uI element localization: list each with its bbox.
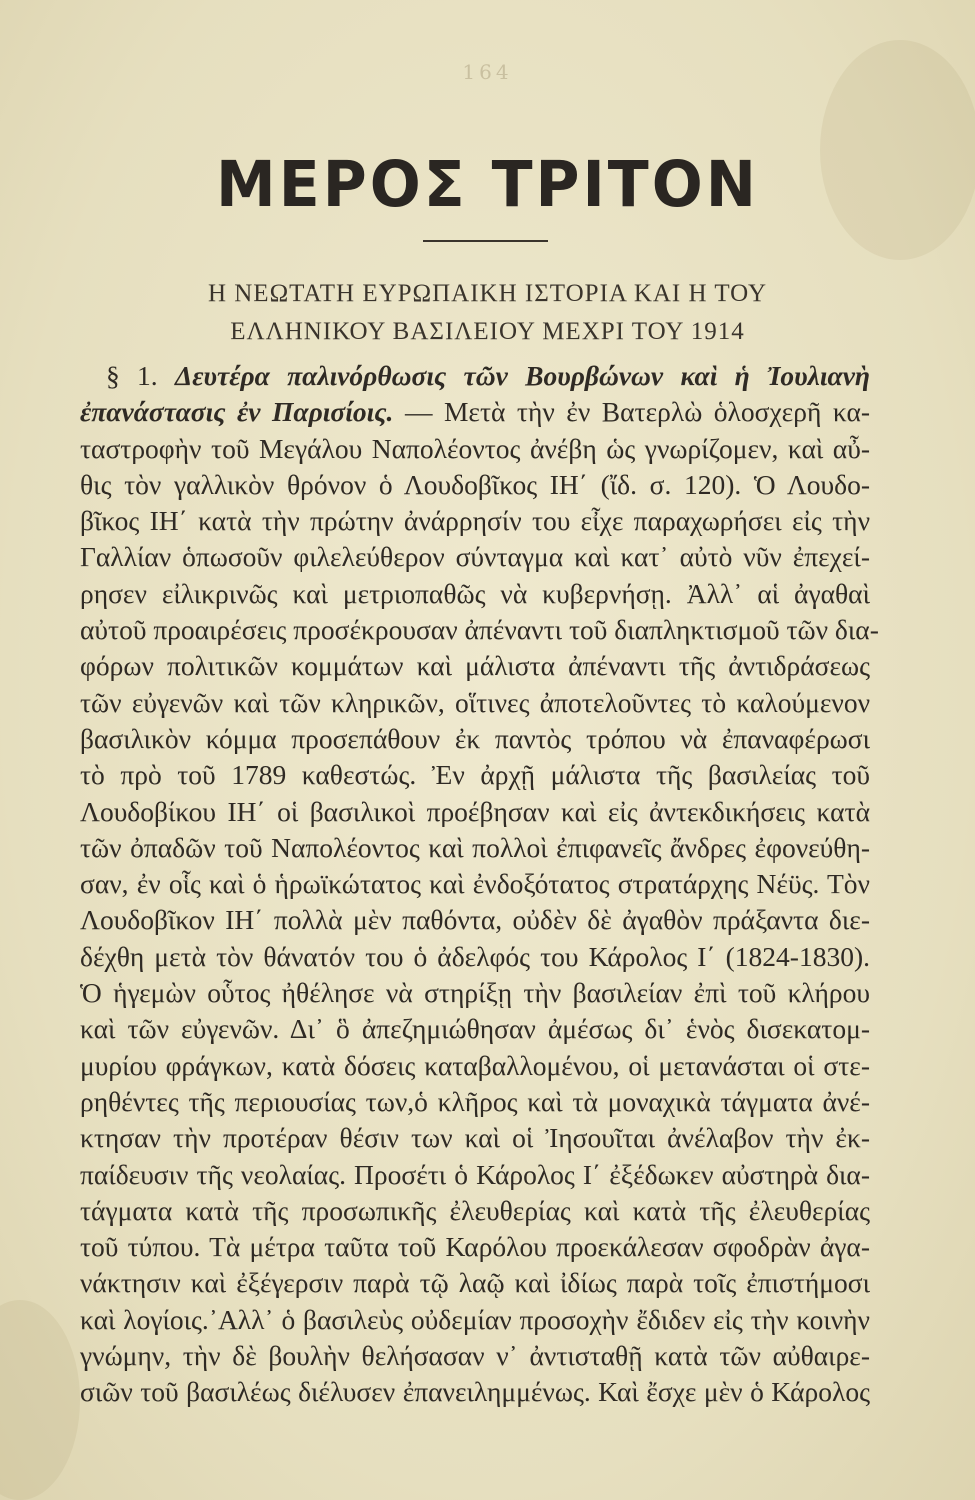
text-line: ρησεν εἰλικρινῶς καὶ μετριοπαθῶς νὰ κυβερνήσῃ. Ἀλλ᾽ αἱ ἀγαθαὶ (80, 577, 870, 609)
text-line: καὶ τῶν εὐγενῶν. Δι᾽ ὃ ἀπεζημιώθησαν ἀμέσως δι᾽ ἑνὸς δισεκατομ- (80, 1013, 870, 1045)
text-line: ταστροφὴν τοῦ Μεγάλου Ναπολέοντος ἀνέβη ὡς γνωρίζομεν, καὶ αὖ- (80, 432, 870, 464)
text-line: Λουδοβῖκον ΙΗ΄ πολλὰ μὲν παθόντα, οὐδὲν δὲ ἀγαθὸν πράξαντα διε- (80, 904, 870, 936)
section-heading-line (80, 358, 870, 394)
text-line: τοῦ τύπου. Τὰ μέτρα ταῦτα τοῦ Καρόλου προεκάλεσαν σφοδρὰν ἀγα- (80, 1231, 870, 1263)
text-line: παίδευσιν τῆς νεολαίας. Προσέτι ὁ Κάρολος Ι΄ ἐξέδωκεν αὐστηρὰ δια- (80, 1158, 870, 1190)
chapter-subtitle-line-2: ΕΛΛΗΝΙΚΟΥ ΒΑΣΙΛΕΙΟΥ ΜΕΧΡΙ ΤΟΥ 1914 (230, 318, 745, 345)
text-line: Γαλλίαν ὁπωσοῦν φιλελεύθερον σύνταγμα καὶ κατ᾽ αὐτὸ νῦν ἐπεχεί- (80, 541, 870, 573)
text-line: σαν, ἐν οἷς καὶ ὁ ἡρωϊκώτατος καὶ ἐνδοξότατος στρατάρχης Νέϋς. Τὸν (80, 868, 870, 900)
text-line: τὸ πρὸ τοῦ 1789 καθεστώς. Ἐν ἀρχῇ μάλιστα τῆς βασιλείας τοῦ (80, 759, 870, 791)
text-line: δέχθη μετὰ τὸν θάνατόν του ὁ ἀδελφός του Κάρολος Ι΄ (1824-1830). (80, 940, 870, 972)
text-line: γνώμην, τὴν δὲ βουλὴν θελήσασαν ν᾽ ἀντισταθῇ κατὰ τῶν αὐθαιρε- (80, 1340, 870, 1372)
body-text (80, 358, 879, 1411)
paragraph-lines (80, 431, 879, 1411)
section-heading-continued: ἐπανάστασις ἐν Παρισίοις. (80, 396, 394, 428)
text-line: βῖκος ΙΗ΄ κατὰ τὴν πρώτην ἀνάρρησίν του εἶχε παραχωρήσει εἰς τὴν (80, 505, 870, 537)
text-line: ρηθέντες τῆς περιουσίας των,ὁ κλῆρος καὶ τὰ μοναχικὰ τάγματα ἀνέ- (80, 1085, 870, 1117)
text-line: θις τὸν γαλλικὸν θρόνον ὁ Λουδοβῖκος ΙΗ΄ (ἴδ. σ. 120). Ὁ Λουδο- (80, 468, 870, 500)
paper-stain (0, 1300, 80, 1500)
text-line: τῶν ὀπαδῶν τοῦ Ναπολέοντος καὶ πολλοὶ ἐπιφανεῖς ἄνδρες ἐφονεύθη- (80, 831, 870, 863)
text-line: φόρων πολιτικῶν κομμάτων καὶ μάλιστα ἀπέναντι τῆς ἀντιδράσεως (80, 650, 870, 682)
text-line: αὐτοῦ προαιρέσεις προσέκρουσαν ἀπέναντι τοῦ διαπληκτισμοῦ τῶν δια- (80, 614, 879, 646)
text-line: κτησαν τὴν προτέραν θέσιν των καὶ οἱ Ἰησουῖται ἀνέλαβον τὴν ἐκ- (80, 1122, 870, 1154)
text-line: σιῶν τοῦ βασιλέως διέλυσεν ἐπανειλημμένως. Καὶ ἔσχε μὲν ὁ Κάρολος (80, 1376, 870, 1408)
text-line: μυρίου φράγκων, κατὰ δόσεις καταβαλλομένου, οἱ μετανάσται οἱ στε- (80, 1049, 870, 1081)
text-fragment: — Μετὰ τὴν ἐν Βατερλὼ ὁλοσχερῆ κα- (404, 396, 871, 428)
text-line: τῶν εὐγενῶν καὶ τῶν κληρικῶν, οἵτινες ἀποτελοῦντες τὸ καλούμενον (80, 686, 870, 718)
page-number: 164 (462, 60, 513, 84)
title-divider (423, 240, 548, 242)
text-line: καὶ λογίοις.᾽Αλλ᾽ ὁ βασιλεὺς οὐδεμίαν προσοχὴν ἔδιδεν εἰς τὴν κοινὴν (80, 1303, 870, 1335)
text-line: Λουδοβίκου ΙΗ΄ οἱ βασιλικοὶ προέβησαν καὶ εἰς ἀντεκδικήσεις κατὰ (80, 795, 870, 827)
section-heading: Δευτέρα παλινόρθωσις τῶν Βουρβώνων καὶ ἡ Ἰουλιανὴ (175, 360, 871, 391)
text-line: βασιλικὸν κόμμα προσεπάθουν ἐκ παντὸς τρόπου νὰ ἐπαναφέρωσι (80, 722, 870, 754)
chapter-subtitle-line-1: Η ΝΕΩΤΑΤΗ ΕΥΡΩΠΑΙΚΗ ΙΣΤΟΡΙΑ ΚΑΙ Η ΤΟΥ (207, 280, 768, 307)
text-line (80, 394, 870, 430)
section-mark: § 1. (106, 360, 158, 391)
part-title: ΜΕΡΟΣ ΤΡΙΤΟΝ (216, 148, 759, 222)
text-line: Ὁ ἡγεμὼν οὗτος ἠθέλησε νὰ στηρίξῃ τὴν βασιλείαν ἐπὶ τοῦ κλήρου (80, 977, 870, 1009)
text-line: νάκτησιν καὶ ἐξέγερσιν παρὰ τῷ λαῷ καὶ ἰδίως παρὰ τοῖς ἐπιστήμοσι (80, 1267, 870, 1299)
text-line: τάγματα κατὰ τῆς προσωπικῆς ἐλευθερίας καὶ κατὰ τῆς ἐλευθερίας (80, 1194, 870, 1226)
